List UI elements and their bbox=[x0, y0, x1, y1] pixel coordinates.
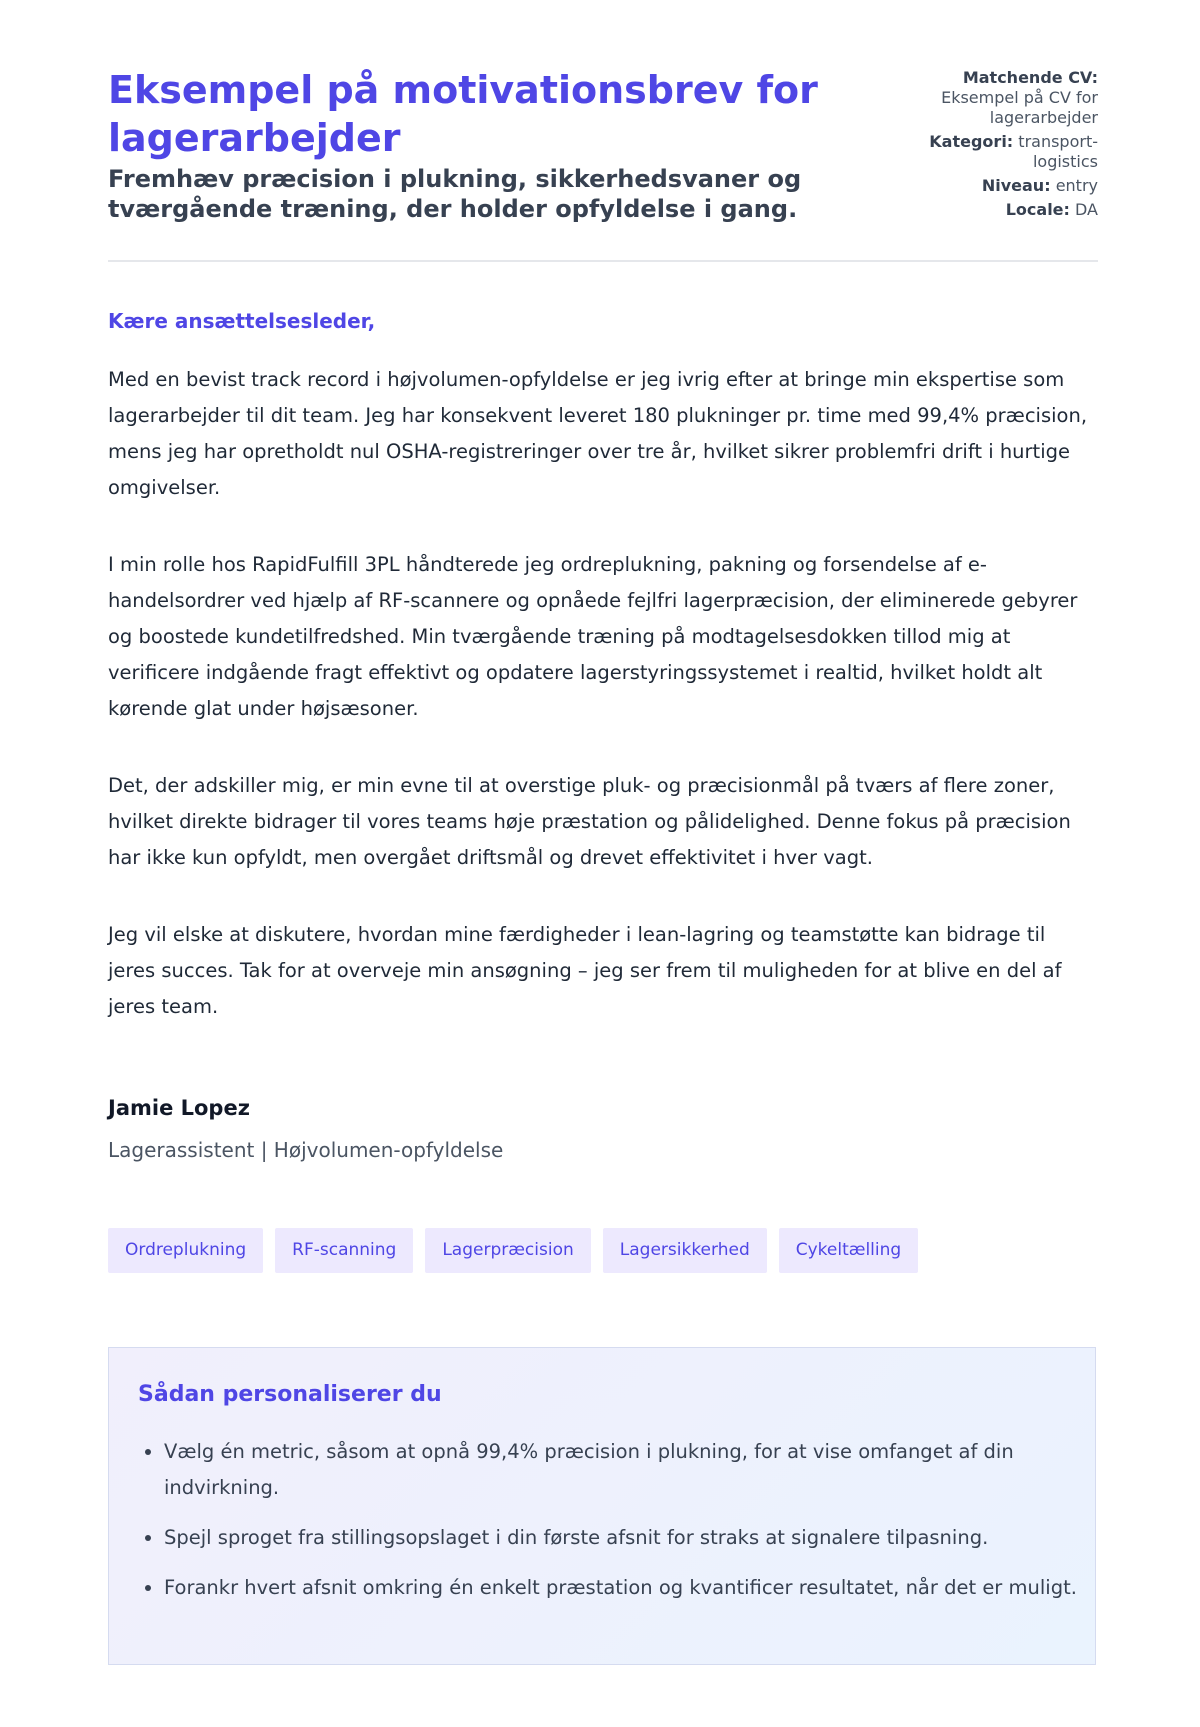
letter-paragraph: Jeg vil elske at diskutere, hvordan mine færdigheder i lean-lagring og teamstøtte kan bidrage til jeres succes. Tak for at overveje min ansøgning – jeg ser frem til muligheden for at blive en del af jeres team. bbox=[108, 923, 1062, 1018]
meta-cv bbox=[898, 68, 1098, 128]
letter-greeting: Kære ansættelsesleder, bbox=[108, 309, 376, 333]
meta-level-label: Niveau: bbox=[981, 176, 1051, 195]
signature-name: Jamie Lopez bbox=[108, 1096, 250, 1120]
tips-list bbox=[138, 1434, 1084, 1620]
document bbox=[108, 0, 1098, 1599]
document-header bbox=[108, 0, 1098, 262]
personalization-tips bbox=[108, 1347, 1096, 1665]
letter-paragraph: Med en bevist track record i højvolumen-opfyldelse er jeg ivrig efter at bringe min ekspertise som lagerarbejder til dit team. Jeg har konsekvent leveret 180 plukninger pr. time med 99,4% præcision, mens jeg har opretholdt nul OSHA-registreringer over tre år, hvilket sikrer problemfri drift i hurtige omgivelser. bbox=[108, 368, 1088, 499]
skill-tags bbox=[108, 1228, 918, 1273]
letter-paragraph: Det, der adskiller mig, er min evne til at overstige pluk- og præcisionmål på tværs af flere zoner, hvilket direkte bidrager til vores teams høje præstation og pålidelighed. Denne fokus på præcision har ikke kun opfyldt, men overgået driftsmål og drevet effektivitet i hver vagt. bbox=[108, 774, 1071, 869]
signature-role: Lagerassistent | Højvolumen-opfyldelse bbox=[108, 1138, 504, 1162]
tip-item: • Spejl sproget fra stillingsopslaget i din første afsnit for straks at signalere tilpasning. bbox=[164, 1520, 1084, 1556]
tips-title: Sådan personaliserer du bbox=[138, 1382, 442, 1407]
page-title: Eksempel på motivationsbrev for lagerarbejder bbox=[108, 68, 818, 160]
skill-tag: Lagerpræcision bbox=[425, 1228, 590, 1273]
letter-paragraph: I min rolle hos RapidFulfill 3PL håndterede jeg ordreplukning, pakning og forsendelse af e-handelsordrer ved hjælp af RF-scannere og opnåede fejlfri lagerpræcision, der eliminerede gebyrer og boostede kundetilfredshed. Min tværgående træning på modtagelsesdokken tillod mig at verificere indgående fragt effektivt og opdatere lagerstyringssystemet i realtid, hvilket holdt alt kørende glat under højsæsoner. bbox=[108, 553, 1078, 720]
meta-level bbox=[898, 176, 1098, 196]
title-block bbox=[108, 66, 868, 224]
meta-locale bbox=[898, 200, 1098, 220]
page-subtitle: Fremhæv præcision i plukning, sikkerhedsvaner og tværgående træning, der holder opfyldelse i gang. bbox=[108, 165, 802, 223]
skill-tag: RF-scanning bbox=[275, 1228, 413, 1273]
meta-category bbox=[898, 132, 1098, 172]
meta-category-label: Kategori: bbox=[929, 132, 1014, 151]
skill-tag: Lagersikkerhed bbox=[603, 1228, 767, 1273]
meta-cv-value: Eksempel på CV for lagerarbejder bbox=[941, 88, 1098, 127]
meta-locale-value: DA bbox=[1075, 200, 1098, 219]
tip-item: • Vælg én metric, såsom at opnå 99,4% præcision i plukning, for at vise omfanget af din indvirkning. bbox=[164, 1434, 1084, 1506]
meta-cv-label: Matchende CV: bbox=[962, 68, 1098, 87]
meta-level-value: entry bbox=[1055, 176, 1098, 195]
skill-tag: Cykeltælling bbox=[779, 1228, 918, 1273]
tip-item: • Forankr hvert afsnit omkring én enkelt præstation og kvantificer resultatet, når det er muligt. bbox=[164, 1570, 1084, 1606]
letter-body bbox=[108, 362, 1098, 1066]
meta-category-value: transport-logistics bbox=[1018, 132, 1098, 171]
meta-panel bbox=[898, 68, 1098, 224]
meta-locale-label: Locale: bbox=[1005, 200, 1070, 219]
skill-tag: Ordreplukning bbox=[108, 1228, 263, 1273]
